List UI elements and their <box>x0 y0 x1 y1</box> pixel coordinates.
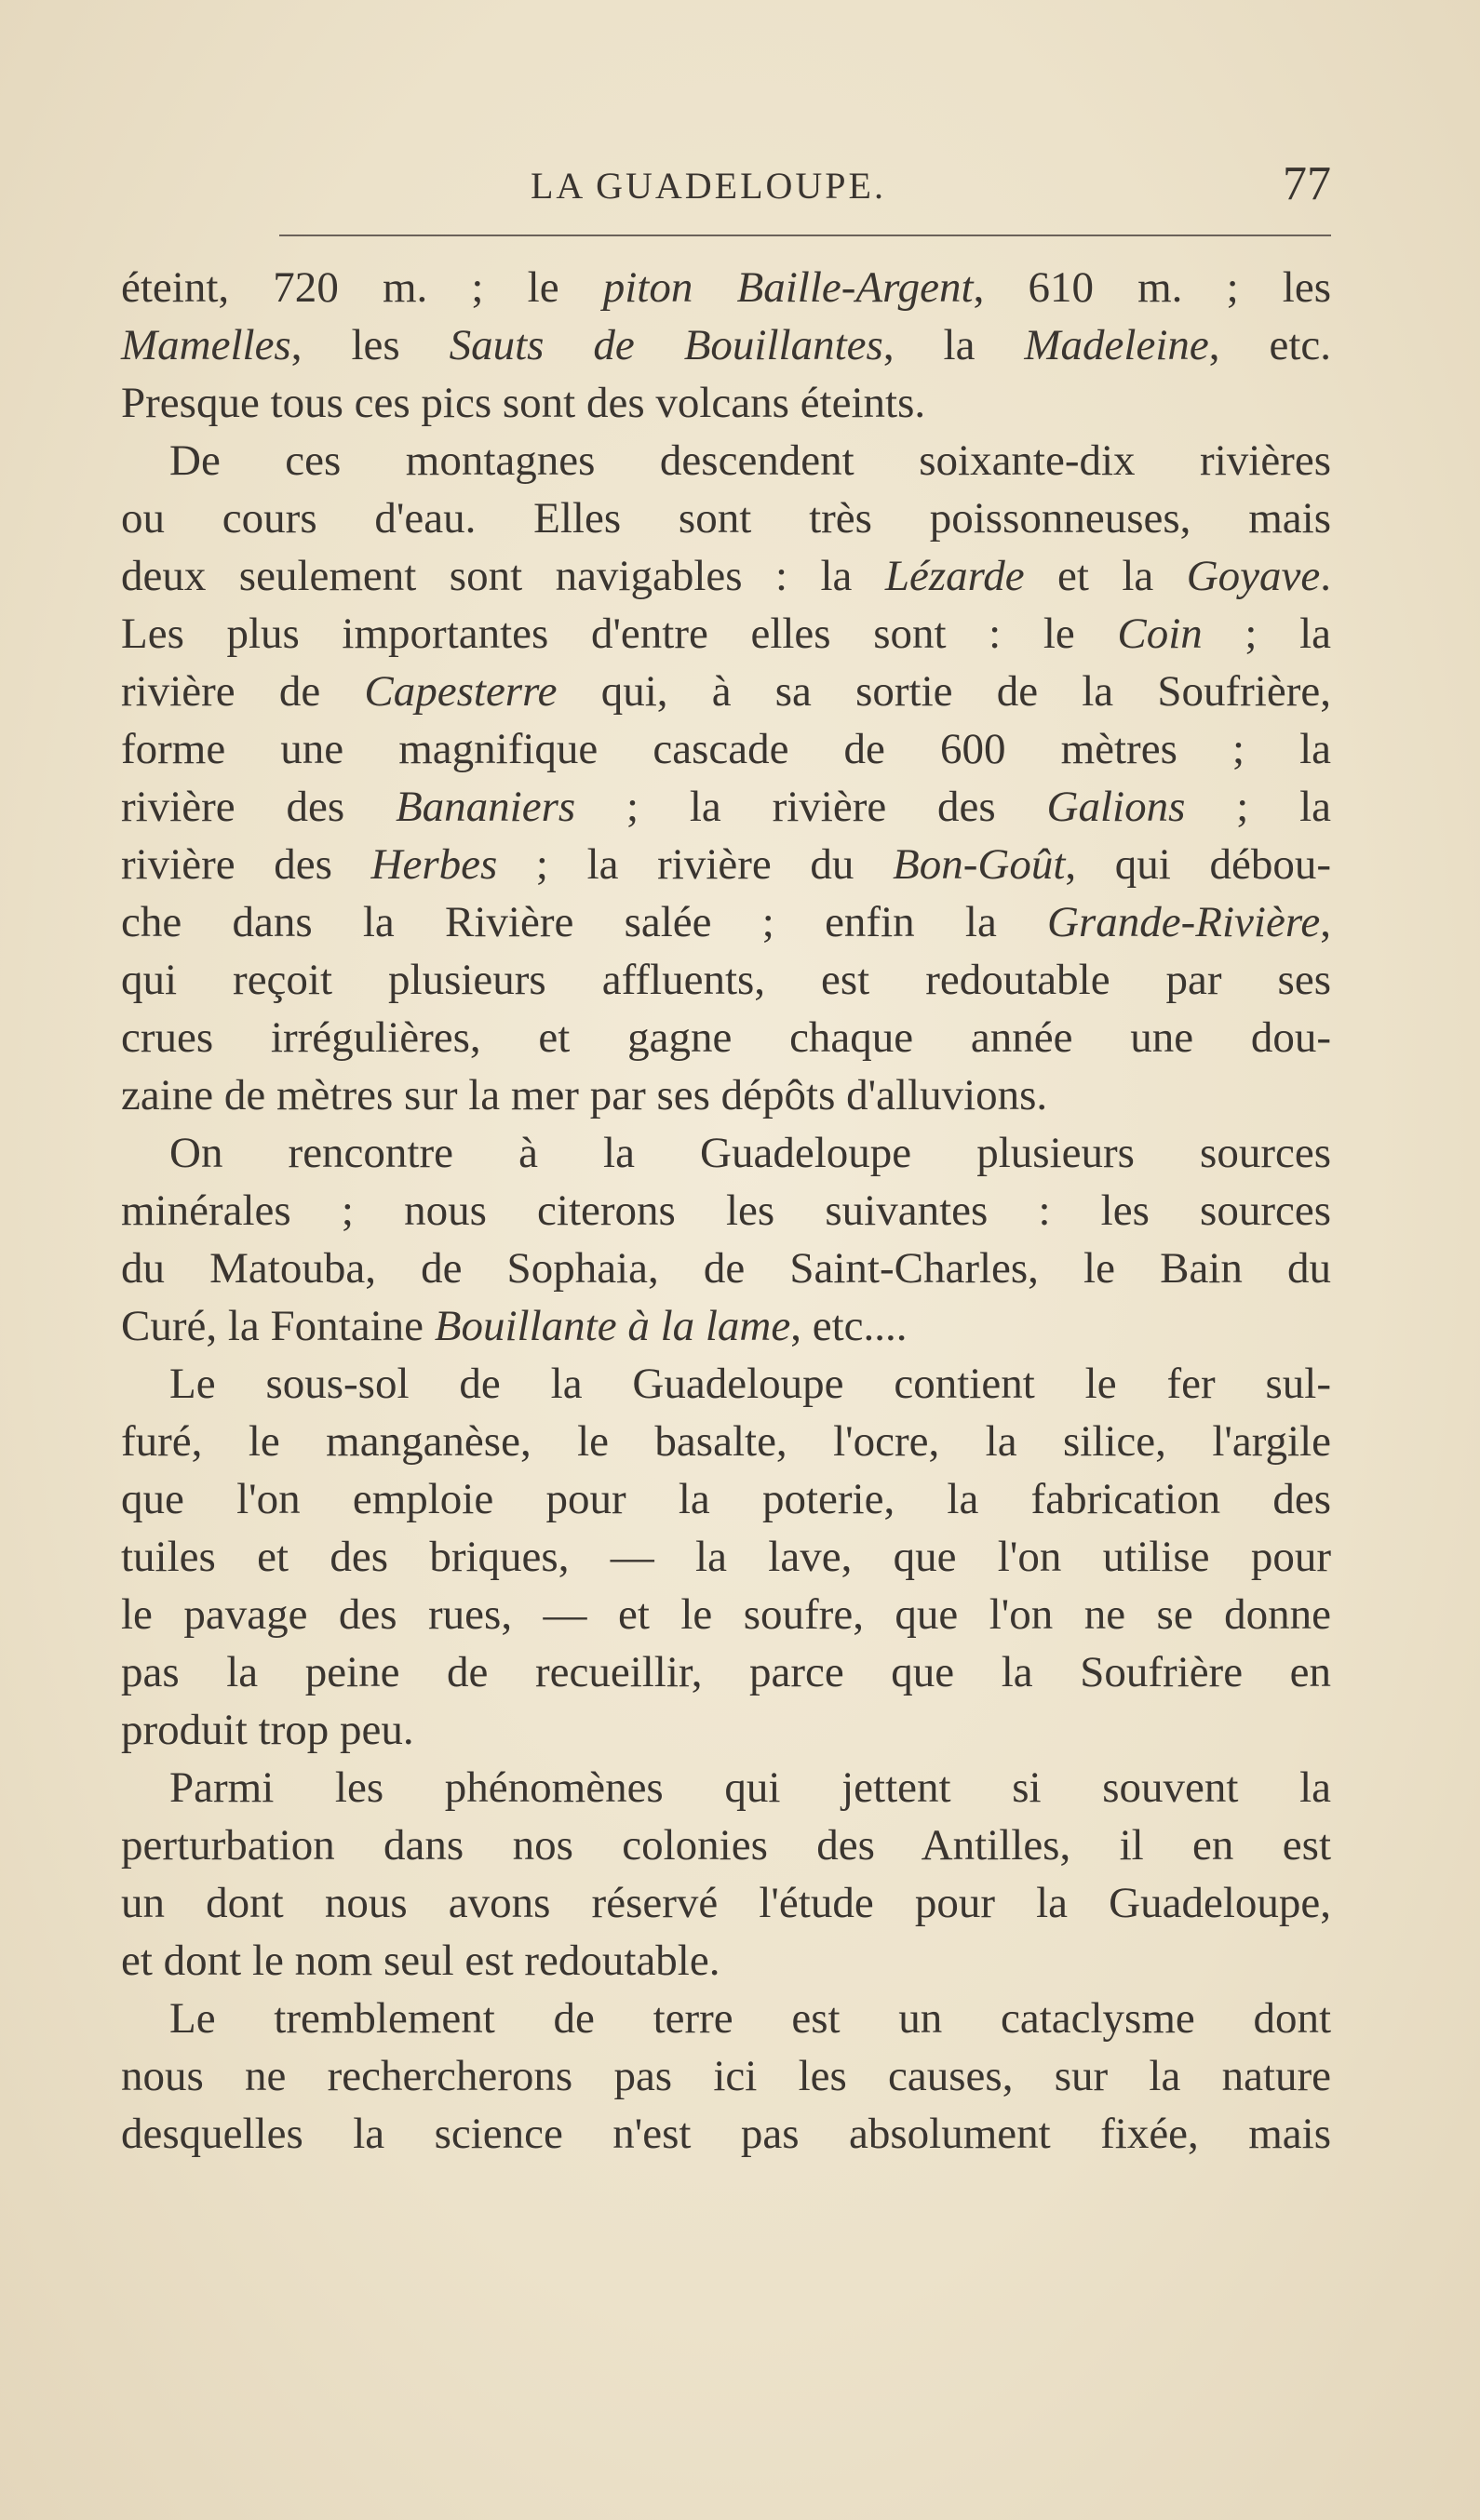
text-run: . <box>1320 552 1331 600</box>
text-run: , qui débou- <box>1065 840 1331 889</box>
text-line <box>121 1066 1331 1124</box>
text-line <box>121 605 1331 663</box>
text-line <box>121 951 1331 1009</box>
header-rule <box>279 235 1331 236</box>
italic-run: Mamelles <box>121 321 291 369</box>
text-line <box>121 1240 1331 1297</box>
text-run: perturbation dans nos colonies des Antilles, il en est <box>121 1821 1331 1870</box>
text-run: m. ; le <box>338 263 603 312</box>
text-run: du Matouba, de Sophaia, de Saint-Charles, le Bain du <box>121 1244 1331 1293</box>
text-run: , etc. <box>1208 321 1331 369</box>
text-line <box>121 720 1331 778</box>
text-run: Parmi les phénomènes qui jettent si souvent la <box>169 1763 1331 1812</box>
text-run: ; la <box>1185 783 1331 831</box>
italic-run: Goyave <box>1186 552 1321 600</box>
text-run: furé, le manganèse, le basalte, l'ocre, la silice, l'argile <box>121 1417 1331 1466</box>
italic-run: Madeleine <box>1024 321 1209 369</box>
text-run: desquelles la science n'est pas absolument fixée, mais <box>121 2110 1331 2158</box>
italic-run: Galions <box>1046 783 1186 831</box>
italic-run: Capesterre <box>364 667 558 716</box>
text-run: nous ne rechercherons pas ici les causes, sur la nature <box>121 2052 1331 2100</box>
text-run: minérales ; nous citerons les suivantes : les sources <box>121 1186 1331 1235</box>
text-run: Les plus importantes d'entre elles sont : le <box>121 610 1118 658</box>
text-run: ; la <box>1202 610 1331 658</box>
text-line <box>121 2105 1331 2163</box>
text-line <box>121 1182 1331 1240</box>
page-number: 77 <box>1283 157 1331 210</box>
text-line <box>121 1124 1331 1182</box>
text-run: , 610 m. ; les <box>973 263 1332 312</box>
text-line <box>121 2047 1331 2105</box>
text-line <box>121 316 1331 374</box>
text-run: forme une magnifique cascade de 600 mètres ; la <box>121 725 1331 773</box>
text-run: crues irrégulières, et gagne chaque année une dou- <box>121 1013 1331 1062</box>
text-run: ; la rivière du <box>497 840 894 889</box>
italic-run: piton Baille-Argent <box>602 263 974 312</box>
text-run: rivière des <box>121 783 396 831</box>
text-run: Presque tous ces pics sont des volcans éteints. <box>121 379 926 427</box>
text-run: éteint, 72 <box>121 263 317 312</box>
text-run: que l'on emploie pour la poterie, la fabrication des <box>121 1475 1331 1523</box>
text-line <box>121 432 1331 489</box>
text-run: , la <box>882 321 1025 369</box>
text-line <box>121 374 1331 432</box>
text-line <box>121 1701 1331 1759</box>
text-run: , <box>1320 898 1331 946</box>
page-header <box>121 156 1331 221</box>
text-line <box>121 893 1331 951</box>
italic-run: Bon-Goût <box>893 840 1066 889</box>
text-run: Le tremblement de terre est un cataclysme dont <box>169 1994 1331 2043</box>
text-line <box>121 1586 1331 1643</box>
text-line <box>121 1009 1331 1066</box>
text-line <box>121 778 1331 836</box>
body-text <box>121 259 1331 2163</box>
text-run: le pavage des rues, — et le soufre, que l'on ne se donne <box>121 1590 1331 1639</box>
text-run: zaine de mètres sur la mer par ses dépôts d'alluvions. <box>121 1071 1048 1119</box>
italic-run: Coin <box>1117 610 1203 658</box>
text-run: un dont nous avons réservé l'étude pour la Guadeloupe, <box>121 1879 1331 1927</box>
italic-run: Lézarde <box>884 552 1025 600</box>
text-line <box>121 1413 1331 1470</box>
text-run: rivière des <box>121 840 371 889</box>
text-line <box>121 1874 1331 1932</box>
italic-run: Bananiers <box>395 783 576 831</box>
text-line <box>121 1643 1331 1701</box>
text-line <box>121 1932 1331 1990</box>
text-line <box>121 1355 1331 1413</box>
text-run: tuiles et des briques, — la lave, que l'on utilise pour <box>121 1533 1331 1581</box>
running-title: LA GUADELOUPE. <box>531 165 886 207</box>
text-run: 0 <box>316 263 339 312</box>
text-run: ; la rivière des <box>575 783 1047 831</box>
text-run: ou cours d'eau. Elles sont très poissonneuses, mais <box>121 494 1331 543</box>
italic-run: Grande-Rivière <box>1047 898 1321 946</box>
text-run: Le sous-sol de la Guadeloupe contient le fer sul- <box>169 1360 1331 1408</box>
text-run: et la <box>1024 552 1187 600</box>
text-run: De ces montagnes descendent soixante-dix rivières <box>169 436 1331 485</box>
text-line <box>121 1528 1331 1586</box>
text-line <box>121 663 1331 720</box>
text-run: qui reçoit plusieurs affluents, est redoutable par ses <box>121 956 1331 1004</box>
text-run: On rencontre à la Guadeloupe plusieurs sources <box>169 1129 1331 1177</box>
text-line <box>121 836 1331 893</box>
text-line <box>121 489 1331 547</box>
italic-run: Bouillante à la lame <box>434 1302 791 1350</box>
text-run: qui, à sa sortie de la Soufrière, <box>557 667 1331 716</box>
text-run: pas la peine de recueillir, parce que la Soufrière en <box>121 1648 1331 1696</box>
text-run: , etc.... <box>790 1302 908 1350</box>
text-run: et dont le nom seul est redoutable. <box>121 1937 720 1985</box>
text-run: deux seulement sont navigables : la <box>121 552 885 600</box>
text-line <box>121 1990 1331 2047</box>
text-line <box>121 547 1331 605</box>
text-line <box>121 1297 1331 1355</box>
text-run: che dans la Rivière salée ; enfin la <box>121 898 1048 946</box>
text-line <box>121 1816 1331 1874</box>
text-line <box>121 259 1331 316</box>
text-line <box>121 1759 1331 1816</box>
text-run: , les <box>290 321 450 369</box>
text-run: rivière de <box>121 667 365 716</box>
italic-run: Herbes <box>370 840 498 889</box>
italic-run: Sauts de Bouillantes <box>449 321 883 369</box>
text-run: produit trop peu. <box>121 1706 414 1754</box>
text-line <box>121 1470 1331 1528</box>
text-run: Curé, la Fontaine <box>121 1302 435 1350</box>
